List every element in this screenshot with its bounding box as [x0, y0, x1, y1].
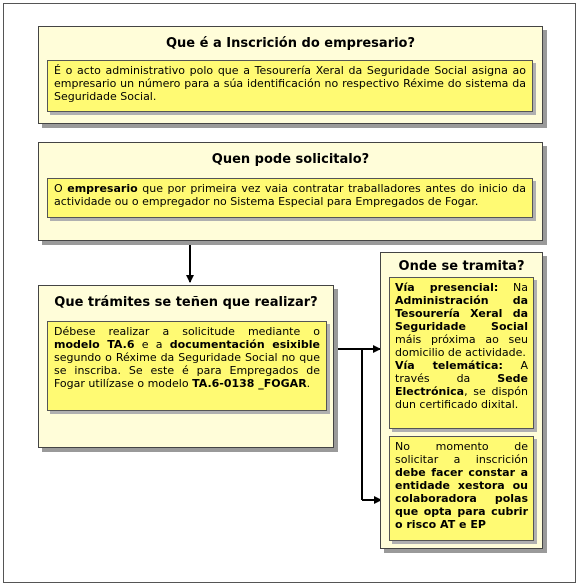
- panel-que-e: [38, 26, 543, 124]
- onde-vias-box: [389, 277, 534, 429]
- panel-que-e-title: Que é a Inscrición do empresario?: [165, 36, 416, 51]
- onde-telematica-text: Vía telemática: A través da Sede Electrónica, se dispón dun certificado dixital.: [395, 359, 528, 411]
- panel-tramites-title: Que trámites se teñen que realizar?: [54, 295, 318, 310]
- panel-quen-pode: [38, 142, 543, 241]
- panel-onde: [380, 252, 543, 549]
- onde-inscricion-note-text: No momento de solicitar a inscrición debe facer constar a entidade xestora ou colaboradora polas que opta para cubrir o risco AT e EP: [395, 440, 528, 531]
- panel-tramites: [38, 285, 334, 448]
- panel-quen-pode-title: Quen pode solicitalo?: [211, 152, 370, 167]
- panel-tramites-text-box: [47, 321, 327, 411]
- panel-quen-pode-text: O empresario que por primeira vez vaia contratar traballadores antes do inicio da actividade ou o empregador no Sistema Especial para Empregados de Fogar.: [54, 182, 526, 208]
- panel-tramites-text: Débese realizar a solicitude mediante o modelo TA.6 e a documentación esixible segundo o Réxime da Seguridade Social no que se inscriba. Se este é para Empregados de Fogar utilízase o modelo TA.6-0138 _FOGAR.: [54, 325, 321, 390]
- panel-quen-pode-text-box: [47, 178, 533, 218]
- panel-que-e-text-box: [47, 60, 533, 112]
- onde-vias-text: Vía presencial: Na Administración da Tesourería Xeral da Seguridade Social máis próxima ao seu domicilio de actividade.: [395, 281, 528, 359]
- panel-que-e-text: É o acto administrativo polo que a Tesourería Xeral da Seguridade Social asigna ao empresario un número para a súa identificación no respectivo Réxime do sistema da Seguridade Social.: [54, 64, 526, 103]
- panel-onde-title: Onde se tramita?: [398, 259, 525, 274]
- onde-inscricion-note-box: [389, 436, 534, 541]
